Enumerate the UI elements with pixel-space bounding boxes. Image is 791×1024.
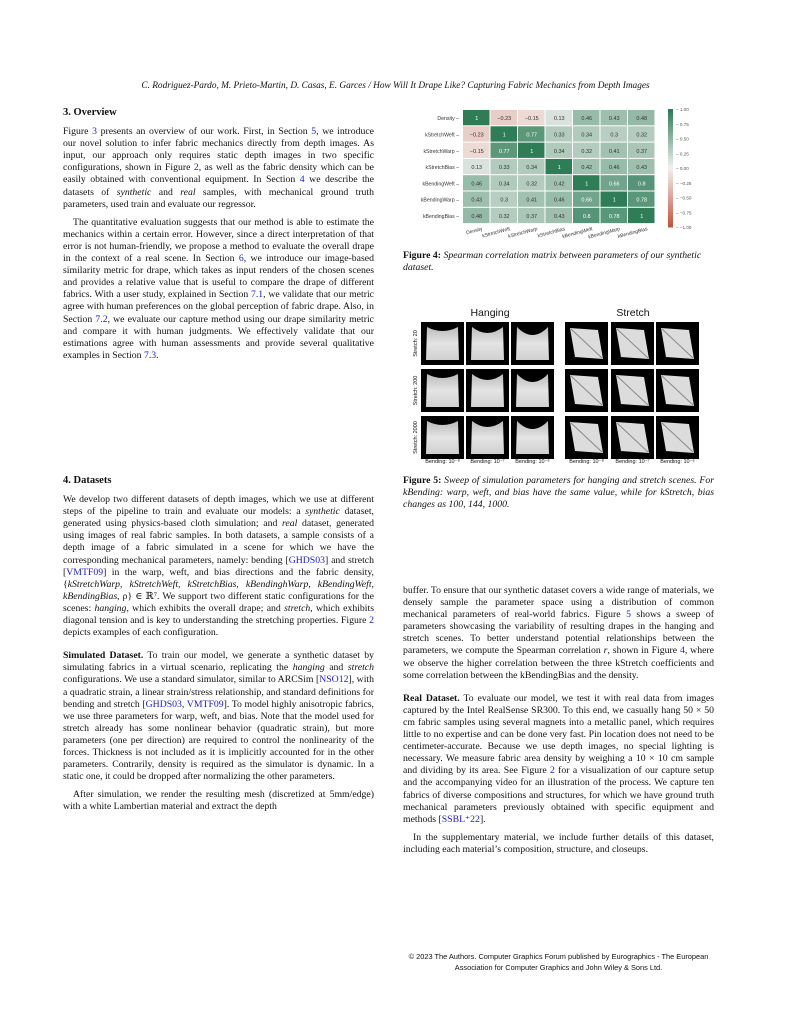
heatmap-cell-label: −0.23 — [469, 132, 484, 139]
heatmap-cell-label: 0.3 — [610, 132, 619, 139]
heatmap-col-label: Density — [465, 226, 484, 237]
heatmap-cell-label: −0.23 — [497, 116, 512, 123]
heatmap-cell-label: 0.32 — [526, 181, 538, 188]
heatmap-row-label: kBendingBias – — [422, 213, 459, 220]
right-column-text — [403, 585, 714, 856]
colorbar-segment — [668, 189, 673, 192]
colorbar-segment — [668, 130, 673, 133]
text-run: buffer. To ensure that our synthetic dataset covers a wide range of materials, we densely sample the parameter space using a distribution of common mechanical parameters of real-world fabrics. Figure — [403, 585, 714, 621]
colorbar-segment — [668, 144, 673, 147]
text-run: depicts examples of each configuration. — [63, 627, 219, 639]
heatmap-cell-label: 0.34 — [498, 181, 510, 188]
citation-link[interactable]: 7.3 — [143, 349, 157, 361]
text-run: , as well as the fabric density which can be easily obtained with conventional equipment. In Section — [63, 162, 374, 186]
text-run: , shown in Figure — [607, 645, 680, 657]
heatmap-col-label: kStretchWarp — [507, 226, 539, 240]
heatmap-cell-label: 0.13 — [553, 116, 565, 123]
text-run: We develop two different datasets of depth images, which we use at different steps of the pipeline to train and evaluate our models: a — [63, 494, 374, 518]
row-label: Stretch: 200 — [413, 375, 419, 406]
heatmap-row-label: kBendingWarp – — [420, 197, 459, 204]
colorbar-segment — [668, 165, 673, 168]
colorbar-segment — [668, 195, 673, 198]
heatmap-cell-label: 0.32 — [498, 213, 510, 220]
text-run: , we validate that our metric agree with human preferences on the global perception of fabric drape. Also, in Section — [63, 289, 374, 325]
column-label: Bending: 10⁻⁷ — [470, 459, 505, 465]
heatmap-cell-label: 0.66 — [581, 197, 593, 204]
drape-render-thumbnail — [511, 369, 554, 412]
text-run: synthetic — [305, 506, 340, 518]
colorbar-segment — [668, 168, 673, 171]
paragraph — [403, 832, 714, 856]
colorbar-segment — [668, 136, 673, 139]
heatmap-cell-label: 0.32 — [636, 132, 648, 139]
text-run: stretch — [347, 662, 375, 674]
colorbar-segment — [668, 174, 673, 177]
colorbar-tick-label: – 0.00 — [676, 166, 689, 171]
heatmap-col-label: kBendingWarp — [587, 226, 621, 241]
text-run: , we introduce our novel solution to infer fabric mechanics directly from depth images. As input, our approach only requires static depth images in two specific configurations, shown in Figure — [63, 126, 374, 174]
drape-render-thumbnail — [565, 369, 608, 412]
paragraph — [63, 650, 374, 783]
text-run: stretch — [284, 602, 311, 614]
heatmap-cell-label: 1 — [640, 213, 644, 220]
heatmap-row-label: kBendingWeft – — [422, 181, 459, 188]
heatmap-cell-label: 0.33 — [498, 165, 510, 172]
group-title-hanging: Hanging — [470, 307, 510, 319]
caption-text: Sweep of simulation parameters for hanging and stretch scenes. For kBending: warp, weft, and bias have the same value, while for kStretch, bias changes as 100, 144, 1000. — [403, 475, 714, 511]
colorbar-segment — [668, 162, 673, 165]
heatmap-cell-label: 0.43 — [636, 165, 648, 172]
heatmap-col-label: kStretchBias — [537, 226, 566, 240]
drape-render-thumbnail — [421, 369, 464, 412]
text-run: and — [151, 186, 181, 198]
drape-render-thumbnail — [656, 416, 699, 459]
group-title-stretch: Stretch — [616, 307, 650, 319]
citation-link[interactable]: 6 — [238, 253, 244, 265]
drape-render-thumbnail — [511, 322, 554, 365]
section-datasets — [63, 475, 374, 813]
colorbar-segment — [668, 209, 673, 212]
drape-sweep-figure — [400, 300, 720, 470]
text-run: The quantitative evaluation suggests that our method is able to estimate the mechanics within a certain error. However, since a direct interpretation of that error is not human-friendly, we propose a method to evaluate the overall drape in the context of a real scene. In Section — [63, 216, 374, 265]
heatmap-cell-label: 0.78 — [636, 197, 648, 204]
caption-label: Figure 5: — [403, 475, 442, 486]
citation-link[interactable]: 2 — [369, 615, 374, 627]
colorbar-segment — [668, 147, 673, 150]
heatmap-cell-label: 0.42 — [553, 181, 565, 188]
drape-render-thumbnail — [611, 416, 654, 459]
paragraph — [403, 585, 714, 682]
heatmap-cell-label: 0.41 — [526, 197, 538, 204]
colorbar-tick-label: – −0.25 — [676, 180, 692, 186]
section-heading-overview: 3. Overview — [63, 107, 117, 118]
citation-link[interactable]: VMTF09 — [66, 566, 104, 578]
text-run: real — [180, 186, 196, 198]
heatmap-cell-label: 0.34 — [553, 148, 565, 155]
colorbar-segment — [668, 121, 673, 124]
hanging-drape-shape — [426, 374, 459, 407]
heatmap-cell-label: −0.15 — [524, 116, 539, 123]
heatmap-cell-label: 0.37 — [636, 148, 648, 155]
heatmap-cell-label: −0.15 — [469, 148, 484, 155]
heatmap-row-label: Density – — [437, 116, 459, 123]
text-run: presents an overview of our work. First, in Section — [96, 126, 312, 138]
column-label: Bending: 10⁻⁸ — [569, 459, 604, 465]
text-run: r — [603, 645, 608, 657]
text-run: To evaluate our model, we test it with real data from images captured by the Intel RealSense SR300. To this end, we casually hang 50 × 50 cm fabric samples using several magnets into a metallic panel, which requires little to no expertise and can be done very fast. Pin location does not need to be centimeter-accurate. Because we use depth images, no special lighting is necessary. We measure fabric area density by weighing a 10 × 10 cm sample and dividing by its area. See Figure — [403, 692, 715, 777]
heatmap-cell-label: 0.3 — [500, 197, 509, 204]
text-run: samples, with mechanical ground truth parameters, used train and evaluate our regressor. — [63, 186, 374, 210]
heatmap-cell-label: 0.48 — [636, 116, 648, 123]
drape-render-thumbnail — [656, 369, 699, 412]
colorbar-segment — [668, 127, 673, 130]
text-run: ]. To model highly anisotropic fabrics, we use three parameters for warp, weft, and bias. Note that the model used for stretch already has some nonlinear behavior (quadratic strain), but more parameters (one per direction) are required to control the nonlinearity of the forces. Thickness is not included as it is implicitly accounted for in the other parameters. Contrarily, density is required as the simulator is dynamic. In a static one, it could be dropped after normalizing the other parameters. — [63, 698, 374, 783]
heatmap-row-label: kStretchBias – — [425, 165, 459, 172]
drape-render-thumbnail — [565, 322, 608, 365]
colorbar-segment — [668, 159, 673, 162]
heatmap-cell-label: 0.46 — [553, 197, 565, 204]
citation-link[interactable]: GHDS03 — [288, 554, 325, 566]
colorbar-segment — [668, 186, 673, 189]
text-run: kStretchWarp, kStretchWeft, kStretchBias, kBendinghWarp, kBendingWeft, kBendingBias — [63, 578, 374, 602]
row-label: Stretch: 20 — [413, 330, 419, 357]
heatmap-cell-label: 0.42 — [581, 165, 593, 172]
paragraph — [63, 789, 374, 813]
heatmap-cell-label: 0.78 — [608, 213, 620, 220]
text-run: ]. — [479, 813, 486, 825]
colorbar-segment — [668, 171, 673, 174]
heatmap-cell-label: 1 — [502, 132, 506, 139]
hanging-drape-shape — [426, 421, 459, 454]
colorbar-tick-label: – 0.25 — [676, 151, 689, 157]
heatmap-cell-label: 0.32 — [581, 148, 593, 155]
text-run: , — [181, 698, 187, 710]
row-label: Stretch: 2000 — [413, 421, 419, 454]
colorbar-tick-label: – 0.50 — [676, 136, 689, 142]
colorbar-segment — [668, 133, 673, 136]
heatmap-cell-label: 0.77 — [526, 132, 538, 139]
citation-link[interactable]: 4 — [299, 174, 305, 186]
colorbar-segment — [668, 183, 673, 186]
section-heading-datasets: 4. Datasets — [63, 475, 112, 486]
text-run: In the supplementary material, we include further details of this dataset, including each material’s composition, structure, and closeups. — [403, 831, 714, 855]
heatmap-cell-label: 1 — [475, 116, 479, 123]
paragraph — [63, 217, 374, 362]
colorbar-segment — [668, 218, 673, 221]
colorbar-segment — [668, 118, 673, 121]
text-run: real — [281, 518, 298, 530]
heatmap-cell-label: 0.34 — [526, 165, 538, 172]
heatmap-cell-label: 0.13 — [471, 165, 483, 172]
heatmap-cell-label: 0.34 — [581, 132, 593, 139]
colorbar-segment — [668, 153, 673, 156]
colorbar-tick-label: – −1.00 — [676, 225, 692, 230]
text-run: , ρ} ∈ ℝ⁷. We support two different static configurations for the scenes: — [63, 590, 374, 614]
text-run: hanging — [94, 602, 127, 614]
drape-render-thumbnail — [565, 416, 608, 459]
text-run: hanging — [292, 662, 325, 674]
heatmap-col-label: kBendingWeft — [561, 226, 594, 241]
citation-link[interactable]: 5 — [626, 609, 631, 621]
colorbar-tick-label: – 0.75 — [676, 121, 689, 127]
colorbar-segment — [668, 180, 673, 183]
text-run: ] in the warp, weft, and bias directions and the fabric density, { — [63, 566, 374, 590]
drape-render-thumbnail — [421, 322, 464, 365]
citation-link[interactable]: 3 — [92, 126, 97, 138]
text-run: configurations. We use a standard simulator, similar to ARCSim [ — [63, 674, 320, 686]
run-in-heading: Real Dataset. — [403, 692, 460, 704]
colorbar-segment — [668, 224, 673, 227]
colorbar-segment — [668, 124, 673, 127]
heatmap-cell-label: 0.41 — [608, 148, 620, 155]
figure-5-caption — [403, 475, 714, 511]
heatmap-cell-label: 1 — [557, 165, 561, 172]
heatmap-cell-label: 0.43 — [608, 116, 620, 123]
column-label: Bending: 10⁻⁷ — [615, 459, 650, 465]
text-run: To train our model, we generate a synthetic dataset by simulating fabrics in a virtual scenario, replicating the — [63, 650, 374, 674]
text-run: , where we observe the higher correlation between the three kStretch coefficients and some correlation between the kBendingBias and the density. — [403, 645, 714, 681]
heatmap-row-label: kStretchWeft – — [425, 132, 459, 139]
citation-link[interactable]: NSO12 — [319, 674, 349, 686]
colorbar-segment — [668, 150, 673, 153]
caption-text: Spearman correlation matrix between parameters of our synthetic dataset. — [403, 250, 702, 274]
text-run: , which exhibits the overall drape; and — [126, 602, 285, 614]
colorbar-segment — [668, 115, 673, 118]
heatmap-cell-label: 1 — [530, 148, 534, 155]
text-run: ], with a quadratic strain, a linear strain/stress relationship, and standard definitions for bending and stretch [ — [63, 674, 374, 710]
colorbar-segment — [668, 112, 673, 115]
text-run: ] and stretch [ — [63, 554, 374, 578]
heatmap-cell-label: 0.33 — [553, 132, 565, 139]
drape-render-thumbnail — [421, 416, 464, 459]
copyright-footer: © 2023 The Authors. Computer Graphics Forum published by Eurographics - The European Association for Computer Graphics and John Wiley & Sons Ltd. — [408, 952, 709, 972]
heatmap-cell-label: 1 — [585, 181, 589, 188]
drape-render-thumbnail — [611, 369, 654, 412]
column-label: Bending: 10⁻⁶ — [660, 459, 695, 465]
drape-render-thumbnail — [466, 322, 509, 365]
hanging-drape-shape — [426, 327, 459, 360]
text-run: Figure — [63, 126, 93, 138]
citation-link[interactable]: 4 — [679, 645, 685, 657]
caption-label: Figure 4: — [403, 250, 442, 261]
drape-render-thumbnail — [466, 369, 509, 412]
citation-link[interactable]: 7.2 — [95, 313, 108, 325]
figure-4-caption — [403, 250, 714, 274]
paragraph — [403, 693, 714, 826]
colorbar-segment — [668, 156, 673, 159]
heatmap-cell-label: 0.46 — [471, 181, 483, 188]
text-run: . — [156, 349, 159, 361]
citation-link[interactable]: 5 — [311, 126, 317, 138]
colorbar-segment — [668, 215, 673, 218]
colorbar-segment — [668, 206, 673, 209]
heatmap-cell-label: 0.46 — [581, 116, 593, 123]
heatmap-cell-label: 0.43 — [471, 197, 483, 204]
drape-render-thumbnail — [656, 322, 699, 365]
colorbar-segment — [668, 198, 673, 201]
colorbar-segment — [668, 141, 673, 144]
paragraph — [63, 126, 374, 211]
text-run: dataset, generated using images of real fabric samples. In both datasets, a sample consists of a depth image of a fabric simulated in a scene for which we have the corresponding mechanical parameters, namely: bending [ — [63, 518, 374, 566]
column-label: Bending: 10⁻⁸ — [425, 459, 460, 465]
colorbar-segment — [668, 212, 673, 215]
text-run: , we introduce our image-based similarity metric for drape, which takes as input renders of the chosen scenes and provides a relative value that is useful to compare the drape of different fabrics. With a user study, explained in Section — [63, 253, 374, 301]
heatmap-cell-label: 0.8 — [637, 181, 646, 188]
citation-link[interactable]: 2 — [549, 765, 555, 777]
colorbar-tick-label: – −0.50 — [676, 195, 692, 201]
column-label: Bending: 10⁻⁶ — [515, 459, 550, 465]
drape-render-thumbnail — [611, 322, 654, 365]
text-run: , we evaluate our capture method using our drape similarity metric and compare it with human judgments. We effectively validate that our estimations agree with human assessments and provide several qualitative examples in Section — [63, 313, 374, 361]
heatmap-cell-label: 0.43 — [553, 213, 565, 220]
citation-link[interactable]: VMTF09 — [186, 698, 224, 710]
text-run: dataset, generated using physics-based cloth simulation; and — [63, 506, 374, 530]
run-in-heading: Simulated Dataset. — [63, 650, 144, 662]
colorbar-segment — [668, 139, 673, 142]
citation-link[interactable]: 2 — [193, 162, 199, 174]
heatmap-cell-label: 0.46 — [608, 165, 620, 172]
colorbar-segment — [668, 203, 673, 206]
colorbar-segment — [668, 192, 673, 195]
text-run: After simulation, we render the resulting mesh (discretized at 5mm/edge) with a white Lambertian material and extract the depth — [63, 789, 374, 813]
colorbar-tick-label: – −0.75 — [676, 210, 692, 216]
heatmap-col-label: kBendingBias — [617, 226, 649, 240]
colorbar-tick-label: – 1.00 — [676, 107, 689, 112]
heatmap-col-label: kStretchWeft — [481, 226, 511, 240]
heatmap-cell-label: 0.8 — [582, 213, 591, 220]
heatmap-cell-label: 1 — [612, 197, 616, 204]
heatmap-cell-label: 0.48 — [471, 213, 483, 220]
heatmap-row-label: kStretchWarp – — [423, 148, 459, 155]
citation-link[interactable]: GHDS03 — [145, 698, 182, 710]
drape-render-thumbnail — [511, 416, 554, 459]
citation-link[interactable]: SSBL⁺22 — [441, 813, 480, 825]
heatmap-cell-label: 0.77 — [498, 148, 510, 155]
colorbar-segment — [668, 221, 673, 224]
citation-link[interactable]: 7.1 — [250, 289, 264, 301]
colorbar-segment — [668, 200, 673, 203]
colorbar-segment — [668, 177, 673, 180]
text-run: shows a sweep of parameters showcasing the variability of resulting drapes in the hanging and stretch scenes. To better understand potential relationships between the parameters, we compute the Spearman correlation — [403, 609, 714, 657]
drape-render-thumbnail — [466, 416, 509, 459]
heatmap-cell-label: 0.37 — [526, 213, 538, 220]
text-run: and — [324, 662, 348, 674]
text-run: synthetic — [116, 186, 152, 198]
section-overview — [63, 107, 374, 362]
text-run: for a visualization of our capture setup and the accompanying video for an illustration of the process. We capture ten fabrics of diverse compositions and structures, for which we have ground truth mechanical parameters previously obtained with specific equipment and methods [ — [403, 765, 714, 825]
text-run: , which exhibits diagonal tension and is key to understanding the stretching properties. Figure — [63, 602, 375, 627]
running-header: C. Rodriguez-Pardo, M. Prieto-Martin, D. Casas, E. Garces / How Will It Drape Like? Capturing Fabric Mechanics from Depth Images — [141, 81, 650, 91]
paragraph — [63, 494, 374, 639]
heatmap-cell-label: 0.66 — [608, 181, 620, 188]
colorbar-segment — [668, 109, 673, 112]
text-run: we describe the datasets of — [63, 174, 374, 198]
correlation-heatmap — [410, 104, 710, 244]
